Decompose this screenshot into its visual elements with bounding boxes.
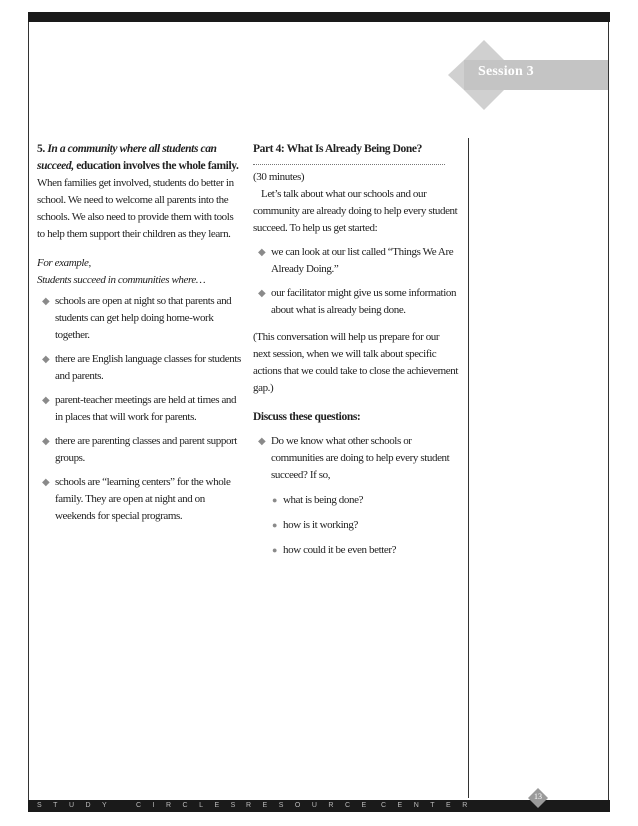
list-item: ● how could it be even better? <box>253 542 458 559</box>
heading-italic: In a community where all students can succeed, <box>37 143 217 172</box>
diamond-bullet-icon: ◆ <box>42 296 50 307</box>
section-heading <box>37 141 242 175</box>
list-item: ● what is being done? <box>253 492 458 509</box>
dot-bullet-icon: ● <box>272 495 278 505</box>
diamond-bullet-icon: ◆ <box>42 477 50 488</box>
list-item: ◆ our facilitator might give us some information about what is already being done. <box>258 287 457 316</box>
example-line-1: For example, <box>37 257 91 269</box>
footer-word-resource: RESOURCE <box>246 802 378 809</box>
diamond-bullet-icon: ◆ <box>258 247 266 258</box>
duration: (30 minutes) <box>253 171 305 183</box>
diamond-bullet-icon: ◆ <box>258 288 266 299</box>
footer-word-study: STUDY <box>37 802 119 809</box>
list-item: ◆ parent-teacher meetings are held at times and in places that will work for parents. <box>42 394 237 423</box>
heading-rest: education involves the whole family. <box>76 160 239 172</box>
diamond-bullet-icon: ◆ <box>42 436 50 447</box>
heading-number: 5. <box>37 143 45 155</box>
part-title: Part 4: What Is Already Being Done? <box>253 143 422 155</box>
list-item: ◆ schools are “learning centers” for the whole family. They are open at night and on weekends for special programs. <box>42 476 231 522</box>
list-item: ◆ there are English language classes for students and parents. <box>42 353 241 382</box>
dot-bullet-icon: ● <box>272 545 278 555</box>
frame-right-rule <box>608 22 609 800</box>
discuss-title: Discuss these questions: <box>253 411 361 423</box>
note-paragraph: (This conversation will help us prepare for our next session, when we will talk about specific actions that we could take to close the achievement gap.) <box>253 331 459 394</box>
diamond-bullet-icon: ◆ <box>258 436 266 447</box>
column-divider <box>468 138 469 798</box>
footer-word-center: CENTER <box>381 802 479 809</box>
top-rule <box>28 12 610 22</box>
frame-left-rule <box>28 22 29 800</box>
list-item: ◆ we can look at our list called “Things We Are Already Doing.” <box>258 246 454 275</box>
footer-word-circles: CIRCLES <box>136 802 247 809</box>
list-item: ◆ Do we know what other schools or communities are doing to help every student succeed? If so, <box>258 435 450 481</box>
intro-paragraph: Let’s talk about what our schools and our community are already doing to help every student succeed. To help us get started: <box>253 188 458 234</box>
left-column <box>37 141 242 525</box>
diamond-bullet-icon: ◆ <box>42 354 50 365</box>
page-number: 13 <box>534 792 542 801</box>
session-label: Session 3 <box>478 64 534 79</box>
list-item: ● how is it working? <box>253 517 458 534</box>
middle-column <box>253 141 458 559</box>
list-item: ◆ there are parenting classes and parent support groups. <box>42 435 237 464</box>
intro-paragraph: When families get involved, students do better in school. We need to welcome all parents into the schools. We also need to provide them with tools to help them support their children as they learn. <box>37 177 234 240</box>
list-item: ◆ schools are open at night so that parents and students can get help doing home-work together. <box>42 295 232 341</box>
diamond-bullet-icon: ◆ <box>42 395 50 406</box>
dotted-rule <box>253 158 445 165</box>
dot-bullet-icon: ● <box>272 520 278 530</box>
example-line-2: Students succeed in communities where… <box>37 274 206 286</box>
